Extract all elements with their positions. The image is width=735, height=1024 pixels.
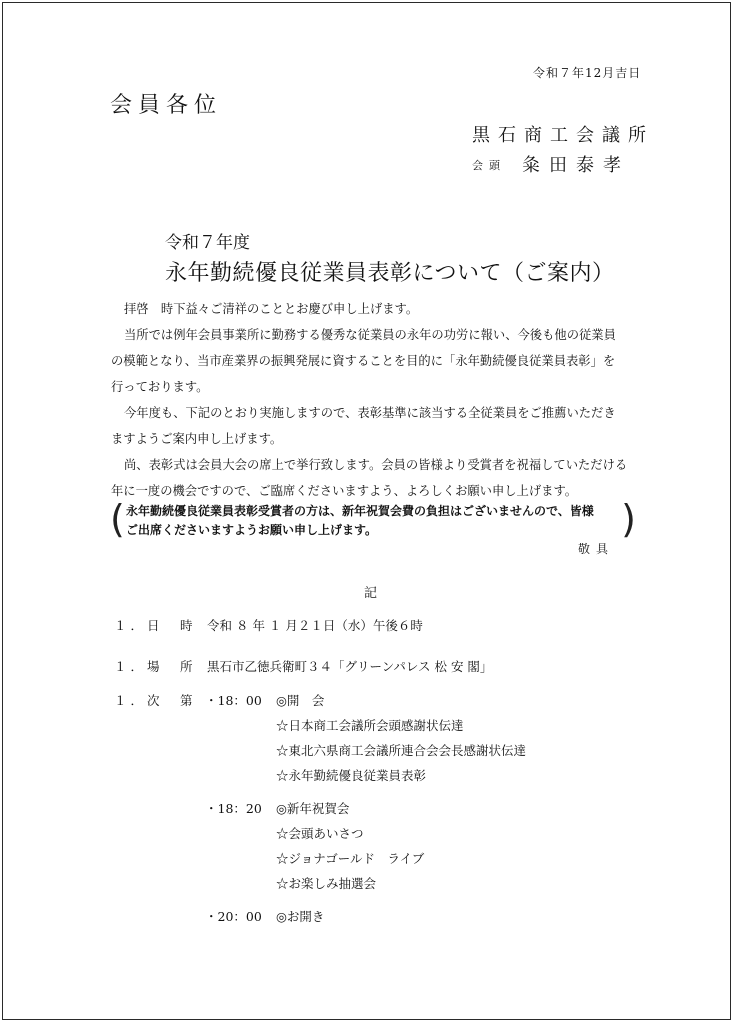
president-title: 会頭 — [472, 159, 506, 172]
fiscal-year: 令和７年度 — [165, 233, 250, 253]
note-line: ご出席くださいますようお願い申し上げます。 — [126, 523, 378, 537]
place-value: 黒石市乙徳兵衛町３４「グリーンパレス 松 安 閣」 — [207, 659, 493, 674]
document-title: 永年勤続優良従業員表彰について（ご案内） — [165, 261, 615, 286]
ki-heading: 記 — [364, 586, 378, 601]
schedule-item: ☆日本商工会議所会頭感謝状伝達 — [276, 718, 464, 733]
president-name: 粂田泰孝 — [522, 155, 630, 176]
letter-body — [111, 296, 636, 504]
body-line: 当所では例年会員事業所に勤務する優秀な従業員の永年の功労に報い、今後も他の従業員 — [124, 328, 616, 342]
organization-name: 黒石商工会議所 — [472, 125, 654, 146]
note-line: 永年勤続優良従業員表彰受賞者の方は、新年祝賀会費の負担はございませんので、皆様 — [126, 504, 594, 518]
schedule-time: ・20：00 — [205, 909, 262, 924]
body-line: ますようご案内申し上げます。 — [111, 432, 283, 446]
body-line: 年に一度の機会ですので、ご臨席くださいますよう、よろしくお願い申し上げます。 — [111, 484, 578, 498]
schedule-item: ◎お開き — [276, 909, 325, 924]
right-bracket: ) — [621, 497, 636, 541]
datetime-label: １．日 時 — [114, 618, 197, 633]
schedule-item: ◎開 会 — [276, 693, 325, 708]
document-date: 令和７年12月吉日 — [533, 66, 642, 80]
schedule-item: ☆東北六県商工会議所連合会会長感謝状伝達 — [276, 743, 527, 758]
datetime-value: 令和 ８ 年 １ 月２１日（水）午後６時 — [207, 618, 423, 633]
body-line: 尚、表彰式は会員大会の席上で挙行致します。会員の皆様より受賞者を祝福していただける — [124, 458, 628, 472]
place-label: １．場 所 — [114, 659, 197, 674]
note-text — [126, 502, 594, 540]
body-line: 今年度も、下記のとおり実施しますので、表彰基準に該当する全従業員をご推薦いただき — [124, 406, 616, 420]
schedule-item: ◎新年祝賀会 — [276, 801, 350, 816]
body-line: 行っております。 — [111, 380, 209, 394]
greeting: 拝啓 時下益々ご清祥のこととお慶び申し上げます。 — [124, 302, 419, 316]
body-line: の模範となり、当市産業界の振興発展に資することを目的に「永年勤続優良従業員表彰」を — [111, 354, 616, 368]
schedule-time: ・18：20 — [205, 801, 262, 816]
schedule-item: ☆会頭あいさつ — [276, 826, 364, 841]
schedule-label: １．次 第 — [114, 693, 197, 708]
addressee: 会員各位 — [110, 93, 223, 118]
closing-phrase: 敬具 — [578, 542, 615, 556]
schedule-item: ☆ジョナゴールド ライブ — [276, 851, 425, 866]
schedule-item: ☆永年勤続優良従業員表彰 — [276, 768, 427, 783]
schedule-item: ☆お楽しみ抽選会 — [276, 876, 377, 891]
bracketed-note — [110, 497, 636, 541]
schedule-time: ・18：00 — [205, 693, 262, 708]
left-bracket: ( — [110, 497, 125, 541]
